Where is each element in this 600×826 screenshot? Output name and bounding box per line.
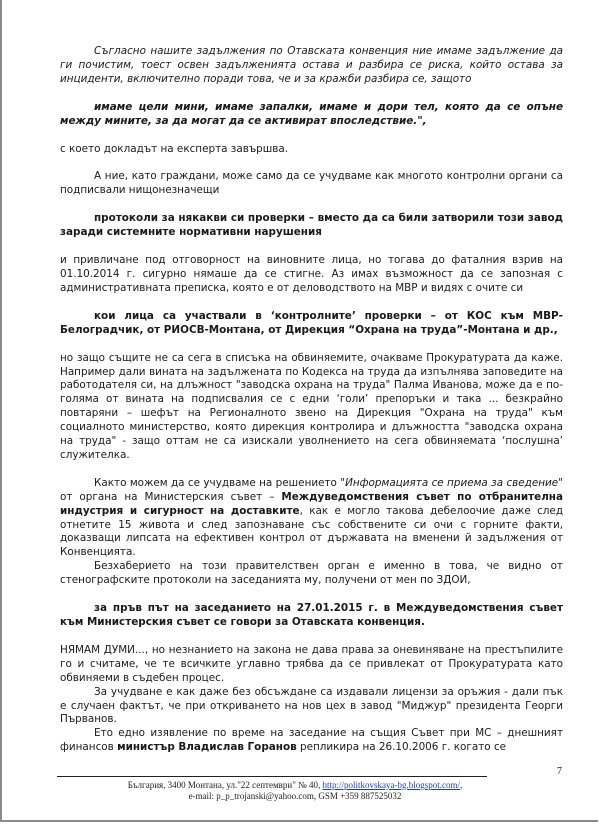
paragraph-prosecution-question: но защо същите не са сега в списъка на обвиняемите, очакваме Прокуратурата да каже. Например дали вината на задължената по Кодекса на труда да изпълнява заповедите на работодателя си, на длъжност "заводска охрана на труда" Палма Иванова, може да е по-голяма от вината на подписвалия се с едни ‘голи’ препоръки и така ... безкрайно повтаряни – шефът на Регионалното звено на Дирекция "Охрана на труда" към социалното министерство, която дирекция контролира и длъжността "заводска охрана на труда" - защо оттам не са изискали уволнението на сега обвиняемата ‘послушна’ служителка. <box>60 351 563 461</box>
paragraph-ottawa-obligations: Съгласно нашите задължения по Отавската конвенция ние имаме задължение да ги почистим, тоест освен задълженията остава и разбира се риска, който остава за инциденти, включително поради това, че и за кражби разбира се, защото <box>60 45 563 85</box>
paragraph-negligence: Безхаберието на този правителствен орган е именно в това, че видно от стенографските протоколи на заседанията му, получени от мен по ЗДОИ, <box>60 560 563 587</box>
paragraph-licenses: За учудване е как даже без обсъждане са издавали лицензи за оръжия - дали пък е случаен фактът, че при откриването на нов цех в завод "Миджур" президента Георги Първанов. <box>60 685 563 726</box>
text-segment: Както можем да се учудваме на решението " <box>94 476 346 489</box>
footer-divider <box>57 776 487 777</box>
paragraph-accountability: и привличане под отговорност на виновните лица, но тогава до фаталния взрив на 01.10.2014 г. сигурно нямаше да се стигне. Аз имах възможност да се запозная с административната преписка, която е от деловодството на МВР и видях с очите си <box>60 254 563 294</box>
page-footer <box>60 780 530 802</box>
footer-blog-link[interactable]: http://politkovskaya-bg.blogspot.com/ <box>322 780 461 790</box>
paragraph-no-words: НЯМАМ ДУМИ..., но незнанието на закона не дава права за оневиняване на престъпилите го и считаме, че те всичките углавно трябва да се привлекат от Прокуратурата като обвиняеми в съдебен процес. <box>60 643 563 684</box>
text-segment: , как е могло такова дебелоочие даже след отнетите 15 живота и след запознаване със собствените си очи с горните факти, доказващи липсата на ефективен контрол от държавата на вменени й задължения от Конвенцията. <box>60 504 563 559</box>
text-segment-bold: министър Владислав Горанов <box>117 741 297 754</box>
paragraph-control-persons: кои лица са участвали в ‘контролните’ проверки – от КОС към МВР-Белоградчик, от РИОСВ-Монтана, от Дирекция “Охрана на труда”-Монтана и др., <box>60 309 563 336</box>
paragraph-statement <box>60 727 563 755</box>
paragraph-expert-report-ends: с което докладът на експерта завършва. <box>60 142 289 155</box>
text-segment: Ето едно изявление по време на заседание на същия Съвет при МС – днешният финансов <box>60 727 563 754</box>
paragraph-first-meeting: за пръв път на заседанието на 27.01.2015 г. в Междуведомствения съвет към Министерския съвет се говори за Отавската конвенция. <box>60 602 563 628</box>
paragraph-protocols-checks: протоколи за някакви си проверки – вместо да са били затворили този завод заради системните нормативни нарушения <box>60 212 563 239</box>
footer-address: България, 3400 Монтана, ул."22 септември" № 40, <box>127 780 323 790</box>
paragraph-quote-mines: имаме цели мини, имаме запалки, имаме и дори тел, която да се опъне между мините, за да могат да се активират впоследствие.", <box>60 100 563 127</box>
page-number: 7 <box>557 766 562 777</box>
footer-address-line <box>60 780 530 791</box>
text-segment: " от органа на Министерския съвет – <box>60 476 563 503</box>
paragraph-citizens-wonder: А ние, като граждани, може само да се учудваме как многото контролни органи са подписвали нищонезначещи <box>60 170 563 197</box>
paragraph-council-decision <box>60 477 563 560</box>
footer-contact: e-mail: p_p_trojanski@yahoo.com, GSM +359 887525032 <box>188 791 402 801</box>
text-segment-italic: Информацията се приема за сведение <box>345 476 559 489</box>
text-segment: репликира на 26.10.2006 г. когато се <box>296 741 507 754</box>
document-body <box>60 45 563 755</box>
footer-address-suffix: , <box>460 780 463 790</box>
text-segment-bold: Междуведомствения съвет по отбранителна индустрия и сигурност на доставките <box>60 490 563 517</box>
